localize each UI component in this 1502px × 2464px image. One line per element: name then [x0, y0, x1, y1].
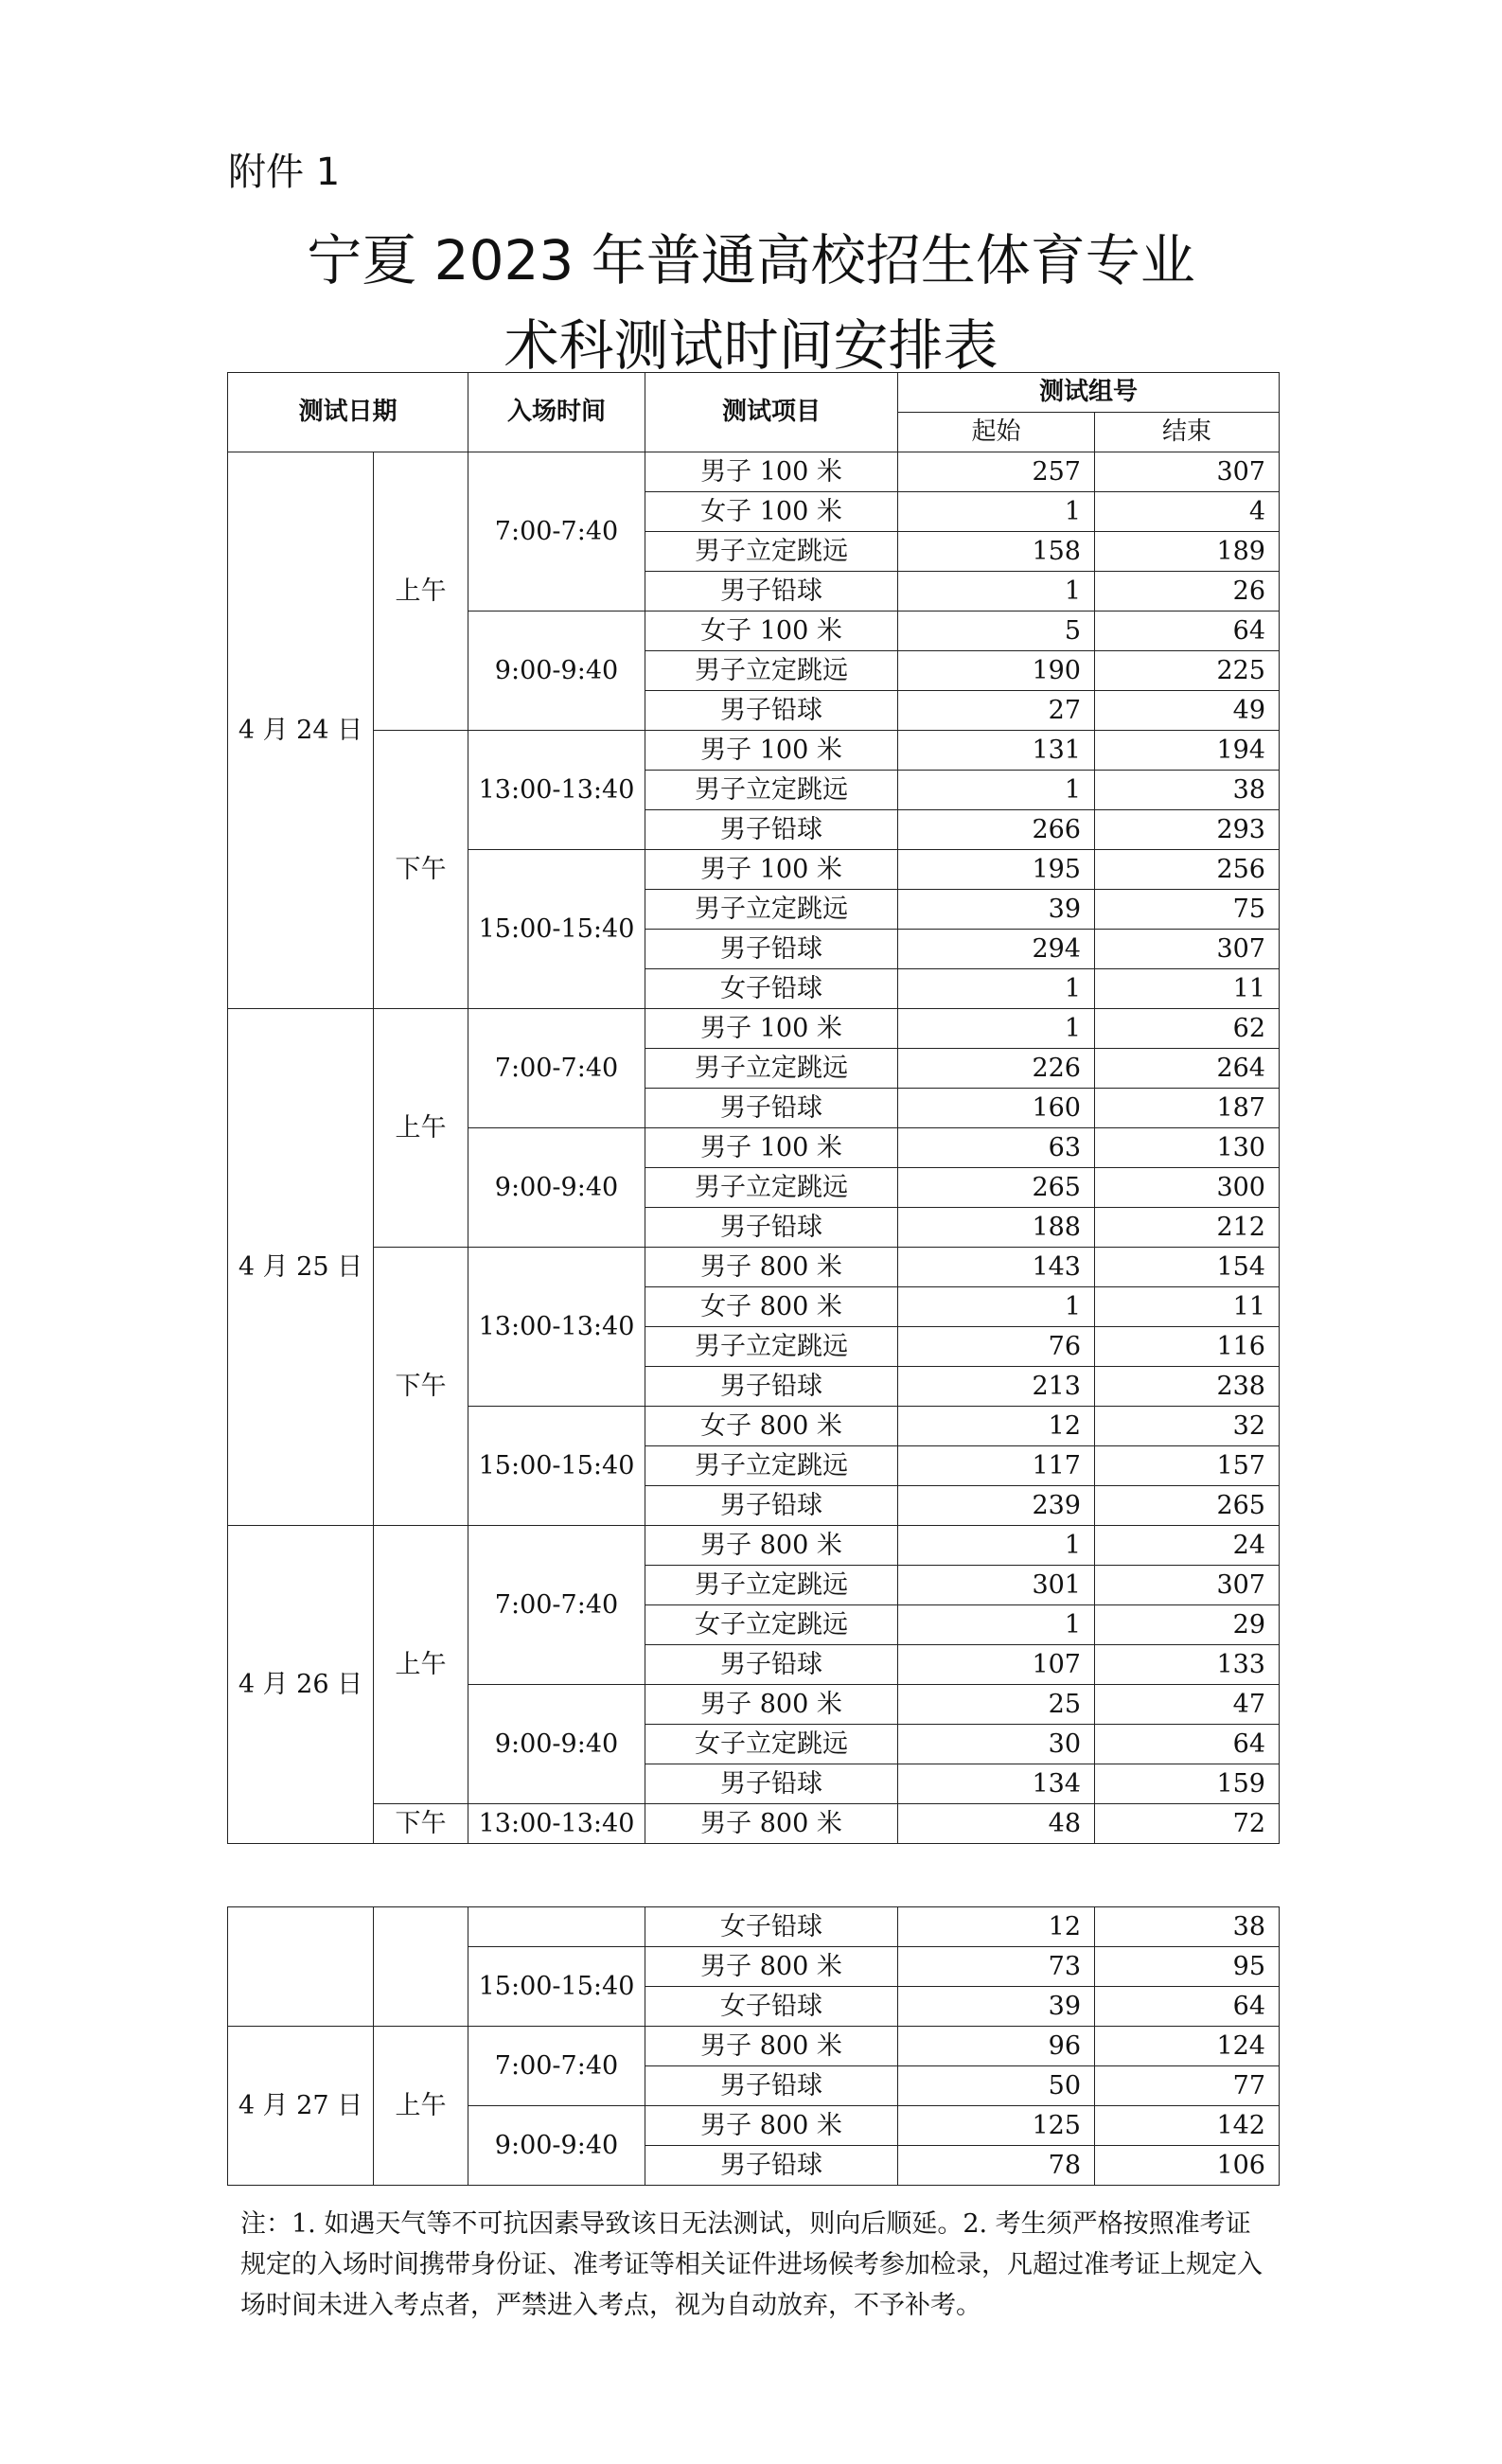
start-cell: 50	[898, 2066, 1095, 2106]
end-cell: 77	[1095, 2066, 1280, 2106]
end-cell: 26	[1095, 572, 1280, 612]
table-row	[228, 731, 1280, 771]
start-cell: 1	[898, 1287, 1095, 1327]
header-group: 测试组号	[898, 373, 1280, 413]
date-cell: 4 月 25 日	[228, 1009, 374, 1526]
date-cell: 4 月 24 日	[228, 452, 374, 1009]
table-row	[228, 1009, 1280, 1049]
start-cell: 96	[898, 2027, 1095, 2066]
end-cell: 106	[1095, 2146, 1280, 2186]
slot-cell: 7:00-7:40	[468, 1526, 645, 1685]
event-cell: 女子铅球	[645, 1907, 898, 1947]
end-cell: 159	[1095, 1764, 1280, 1804]
start-cell: 265	[898, 1168, 1095, 1208]
end-cell: 116	[1095, 1327, 1280, 1367]
event-cell: 男子 800 米	[645, 1248, 898, 1287]
event-cell: 男子立定跳远	[645, 532, 898, 572]
end-cell: 142	[1095, 2106, 1280, 2146]
end-cell: 29	[1095, 1605, 1280, 1645]
start-cell: 1	[898, 572, 1095, 612]
start-cell: 1	[898, 1526, 1095, 1566]
start-cell: 76	[898, 1327, 1095, 1367]
header-end: 结束	[1095, 413, 1280, 452]
event-cell: 男子立定跳远	[645, 1168, 898, 1208]
start-cell: 160	[898, 1089, 1095, 1128]
event-cell: 男子立定跳远	[645, 890, 898, 930]
end-cell: 64	[1095, 612, 1280, 651]
event-cell: 男子铅球	[645, 691, 898, 731]
end-cell: 130	[1095, 1128, 1280, 1168]
event-cell: 女子铅球	[645, 969, 898, 1009]
end-cell: 238	[1095, 1367, 1280, 1407]
event-cell: 男子铅球	[645, 572, 898, 612]
date-cell: 4 月 26 日	[228, 1526, 374, 1844]
end-cell: 62	[1095, 1009, 1280, 1049]
event-cell: 男子立定跳远	[645, 1327, 898, 1367]
event-cell: 男子立定跳远	[645, 1446, 898, 1486]
event-cell: 男子铅球	[645, 1764, 898, 1804]
period-cell: 上午	[374, 1526, 468, 1804]
table-row	[228, 1248, 1280, 1287]
end-cell: 75	[1095, 890, 1280, 930]
end-cell: 24	[1095, 1526, 1280, 1566]
event-cell: 女子立定跳远	[645, 1725, 898, 1764]
start-cell: 134	[898, 1764, 1095, 1804]
attachment-label: 附件 1	[228, 151, 341, 194]
slot-cell: 9:00-9:40	[468, 2106, 645, 2186]
end-cell: 4	[1095, 492, 1280, 532]
start-cell: 39	[898, 1987, 1095, 2027]
event-cell: 男子铅球	[645, 1089, 898, 1128]
event-cell: 女子铅球	[645, 1987, 898, 2027]
end-cell: 225	[1095, 651, 1280, 691]
document-title-line2: 术科测试时间安排表	[504, 313, 998, 378]
end-cell: 32	[1095, 1407, 1280, 1446]
start-cell: 188	[898, 1208, 1095, 1248]
end-cell: 212	[1095, 1208, 1280, 1248]
start-cell: 213	[898, 1367, 1095, 1407]
table-row	[228, 2027, 1280, 2066]
start-cell: 1	[898, 1009, 1095, 1049]
period-cell-continued	[374, 1907, 468, 2027]
start-cell: 5	[898, 612, 1095, 651]
start-cell: 25	[898, 1685, 1095, 1725]
start-cell: 226	[898, 1049, 1095, 1089]
document-title-line1: 宁夏 2023 年普通高校招生体育专业	[307, 228, 1195, 292]
event-cell: 男子立定跳远	[645, 1049, 898, 1089]
event-cell: 女子 100 米	[645, 492, 898, 532]
start-cell: 294	[898, 930, 1095, 969]
slot-cell: 15:00-15:40	[468, 850, 645, 1009]
start-cell: 1	[898, 1605, 1095, 1645]
event-cell: 男子铅球	[645, 2146, 898, 2186]
event-cell: 男子 100 米	[645, 731, 898, 771]
start-cell: 12	[898, 1907, 1095, 1947]
header-entry-time: 入场时间	[468, 373, 645, 452]
start-cell: 195	[898, 850, 1095, 890]
period-cell: 上午	[374, 452, 468, 731]
event-cell: 男子铅球	[645, 810, 898, 850]
start-cell: 39	[898, 890, 1095, 930]
event-cell: 男子铅球	[645, 930, 898, 969]
start-cell: 1	[898, 969, 1095, 1009]
footnote: 注：1. 如遇天气等不可抗因素导致该日无法测试，则向后顺延。2. 考生须严格按照准考证规定的入场时间携带身份证、准考证等相关证件进场候考参加检录，凡超过准考证上规定入场时间未进入考点者，严禁进入考点，视为自动放弃，不予补考。	[240, 2209, 1263, 2320]
start-cell: 125	[898, 2106, 1095, 2146]
start-cell: 1	[898, 771, 1095, 810]
start-cell: 257	[898, 452, 1095, 492]
slot-cell: 13:00-13:40	[468, 1804, 645, 1844]
event-cell: 女子 800 米	[645, 1287, 898, 1327]
end-cell: 11	[1095, 1287, 1280, 1327]
event-cell: 男子铅球	[645, 1645, 898, 1685]
event-cell: 男子 800 米	[645, 1947, 898, 1987]
slot-cell: 7:00-7:40	[468, 452, 645, 612]
end-cell: 307	[1095, 930, 1280, 969]
start-cell: 131	[898, 731, 1095, 771]
event-cell: 女子立定跳远	[645, 1605, 898, 1645]
period-cell: 下午	[374, 1804, 468, 1844]
slot-cell: 13:00-13:40	[468, 1248, 645, 1407]
end-cell: 189	[1095, 532, 1280, 572]
slot-cell: 7:00-7:40	[468, 1009, 645, 1128]
event-cell: 女子 800 米	[645, 1407, 898, 1446]
event-cell: 男子 800 米	[645, 2106, 898, 2146]
event-cell: 男子 800 米	[645, 1804, 898, 1844]
end-cell: 38	[1095, 1907, 1280, 1947]
end-cell: 95	[1095, 1947, 1280, 1987]
event-cell: 男子 800 米	[645, 2027, 898, 2066]
end-cell: 307	[1095, 452, 1280, 492]
end-cell: 49	[1095, 691, 1280, 731]
header-event: 测试项目	[645, 373, 898, 452]
event-cell: 男子 100 米	[645, 452, 898, 492]
slot-cell: 9:00-9:40	[468, 1685, 645, 1804]
event-cell: 男子 800 米	[645, 1685, 898, 1725]
end-cell: 265	[1095, 1486, 1280, 1526]
table-row	[228, 1907, 1280, 1947]
end-cell: 194	[1095, 731, 1280, 771]
event-cell: 男子铅球	[645, 2066, 898, 2106]
end-cell: 307	[1095, 1566, 1280, 1605]
end-cell: 154	[1095, 1248, 1280, 1287]
date-cell: 4 月 27 日	[228, 2027, 374, 2186]
event-cell: 男子铅球	[645, 1367, 898, 1407]
period-cell: 上午	[374, 2027, 468, 2186]
start-cell: 158	[898, 532, 1095, 572]
start-cell: 30	[898, 1725, 1095, 1764]
start-cell: 73	[898, 1947, 1095, 1987]
schedule-table-part1	[227, 372, 1280, 1844]
end-cell: 133	[1095, 1645, 1280, 1685]
slot-cell: 15:00-15:40	[468, 1407, 645, 1526]
end-cell: 256	[1095, 850, 1280, 890]
event-cell: 男子 100 米	[645, 850, 898, 890]
end-cell: 124	[1095, 2027, 1280, 2066]
start-cell: 12	[898, 1407, 1095, 1446]
start-cell: 266	[898, 810, 1095, 850]
table-row	[228, 1804, 1280, 1844]
slot-cell: 7:00-7:40	[468, 2027, 645, 2106]
start-cell: 78	[898, 2146, 1095, 2186]
end-cell: 72	[1095, 1804, 1280, 1844]
event-cell: 男子铅球	[645, 1208, 898, 1248]
end-cell: 64	[1095, 1725, 1280, 1764]
event-cell: 男子 100 米	[645, 1128, 898, 1168]
header-date: 测试日期	[228, 373, 468, 452]
start-cell: 48	[898, 1804, 1095, 1844]
end-cell: 11	[1095, 969, 1280, 1009]
schedule-table-part2	[227, 1906, 1280, 2186]
slot-cell: 9:00-9:40	[468, 1128, 645, 1248]
slot-cell-continued	[468, 1907, 645, 1947]
event-cell: 女子 100 米	[645, 612, 898, 651]
slot-cell: 15:00-15:40	[468, 1947, 645, 2027]
start-cell: 107	[898, 1645, 1095, 1685]
start-cell: 239	[898, 1486, 1095, 1526]
date-cell-continued	[228, 1907, 374, 2027]
end-cell: 187	[1095, 1089, 1280, 1128]
start-cell: 143	[898, 1248, 1095, 1287]
start-cell: 63	[898, 1128, 1095, 1168]
end-cell: 38	[1095, 771, 1280, 810]
end-cell: 64	[1095, 1987, 1280, 2027]
end-cell: 157	[1095, 1446, 1280, 1486]
event-cell: 男子 800 米	[645, 1526, 898, 1566]
start-cell: 117	[898, 1446, 1095, 1486]
event-cell: 男子 100 米	[645, 1009, 898, 1049]
event-cell: 男子铅球	[645, 1486, 898, 1526]
end-cell: 293	[1095, 810, 1280, 850]
header-start: 起始	[898, 413, 1095, 452]
period-cell: 上午	[374, 1009, 468, 1248]
start-cell: 301	[898, 1566, 1095, 1605]
table-row	[228, 452, 1280, 492]
table-row	[228, 1526, 1280, 1566]
event-cell: 男子立定跳远	[645, 1566, 898, 1605]
end-cell: 264	[1095, 1049, 1280, 1089]
start-cell: 190	[898, 651, 1095, 691]
end-cell: 47	[1095, 1685, 1280, 1725]
end-cell: 300	[1095, 1168, 1280, 1208]
period-cell: 下午	[374, 731, 468, 1009]
start-cell: 1	[898, 492, 1095, 532]
event-cell: 男子立定跳远	[645, 771, 898, 810]
event-cell: 男子立定跳远	[645, 651, 898, 691]
slot-cell: 9:00-9:40	[468, 612, 645, 731]
start-cell: 27	[898, 691, 1095, 731]
period-cell: 下午	[374, 1248, 468, 1526]
slot-cell: 13:00-13:40	[468, 731, 645, 850]
